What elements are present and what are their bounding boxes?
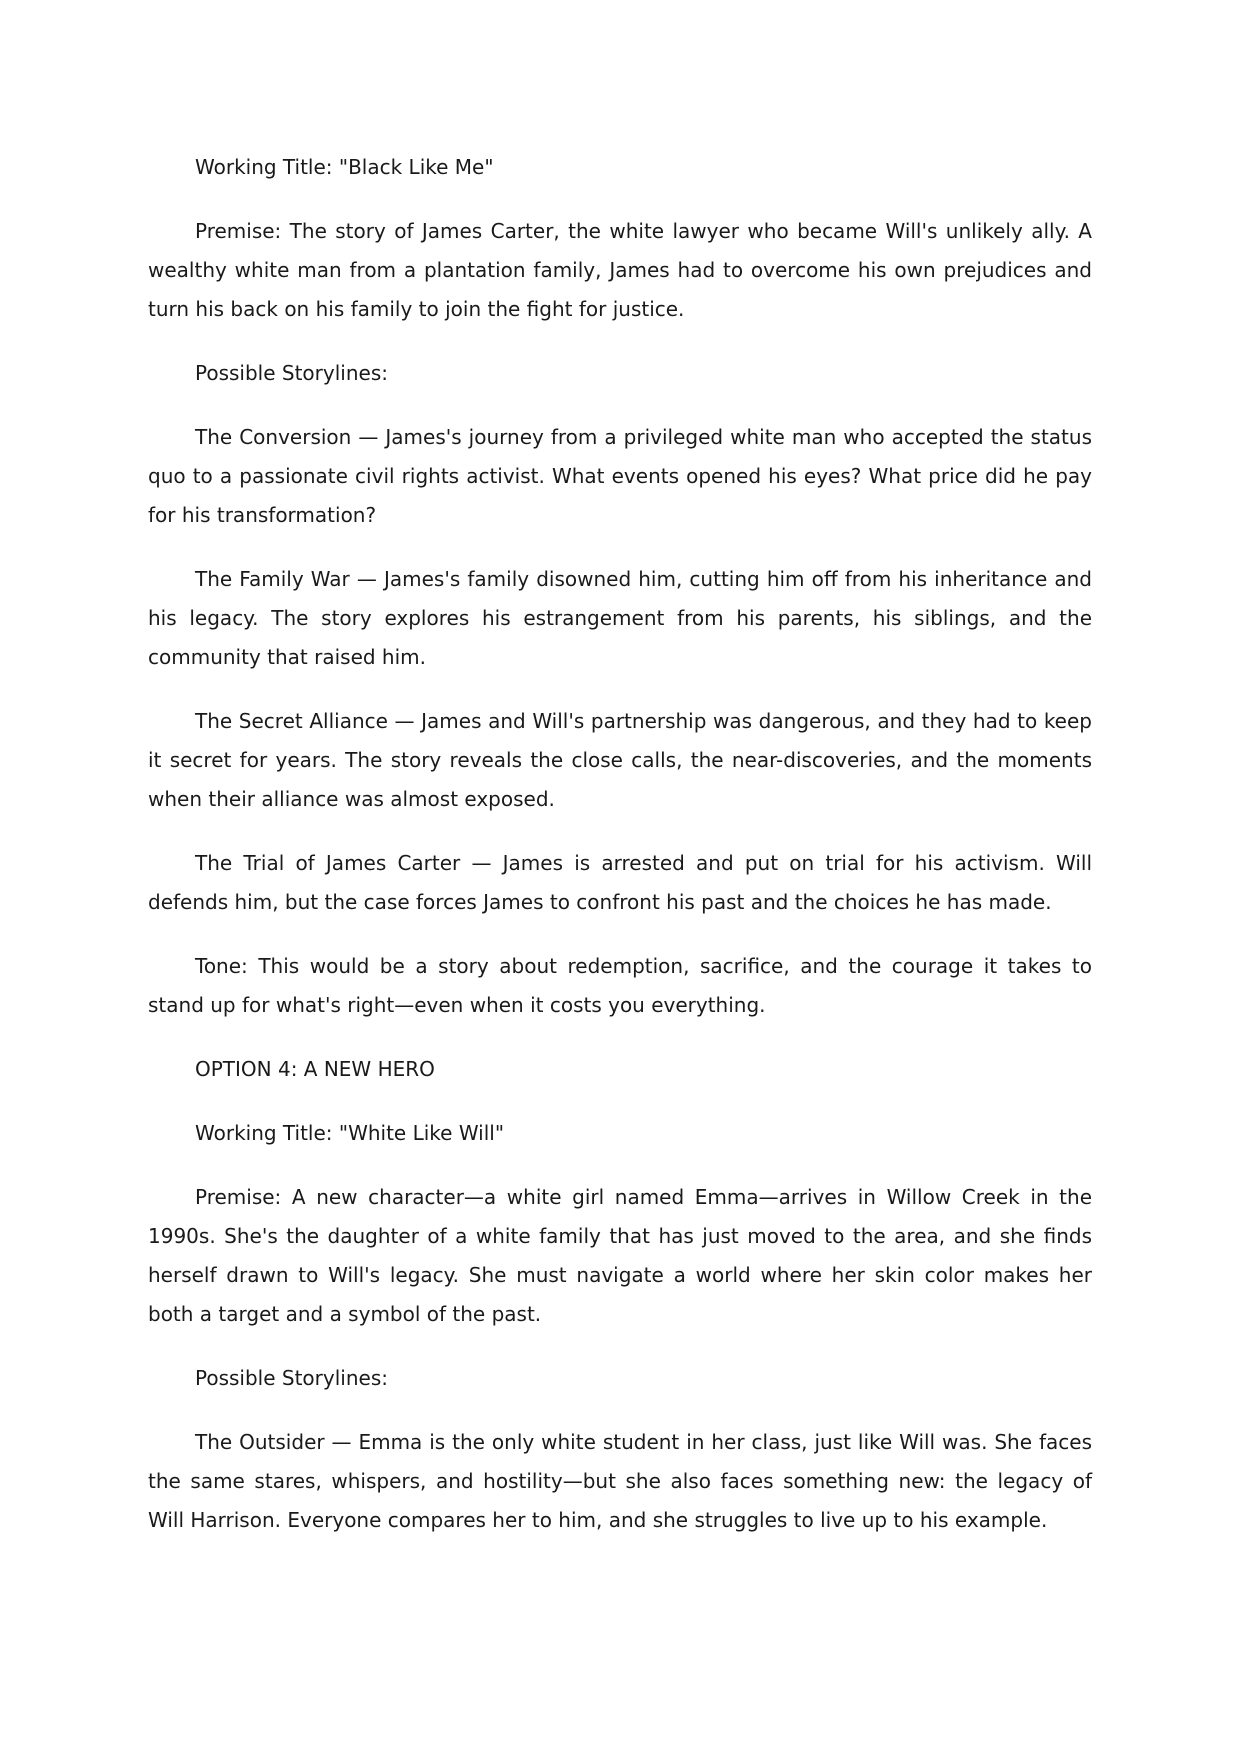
working-title-black-like-me: Working Title: "Black Like Me" [195, 155, 494, 179]
working-title-white-like-will: Working Title: "White Like Will" [195, 1121, 505, 1145]
premise-james-carter: Premise: The story of James Carter, the white lawyer who became Will's unlikely ally. A wealthy white man from a plantation family, James had to overcome his own prejudices and turn his back on his family to join the fight for justice. [148, 219, 1092, 321]
storyline-the-conversion: The Conversion — James's journey from a privileged white man who accepted the status quo to a passionate civil rights activist. What events opened his eyes? What price did he pay for his transformation? [148, 425, 1092, 527]
storyline-the-secret-alliance: The Secret Alliance — James and Will's partnership was dangerous, and they had to keep it secret for years. The story reveals the close calls, the near-discoveries, and the moments when their alliance was almost exposed. [148, 709, 1092, 811]
possible-storylines-heading: Possible Storylines: [195, 361, 388, 385]
storyline-the-outsider: The Outsider — Emma is the only white student in her class, just like Will was. She faces the same stares, whispers, and hostility—but she also faces something new: the legacy of Will Harrison. Everyone compares her to him, and she struggles to live up to his example. [148, 1430, 1092, 1532]
storyline-the-trial: The Trial of James Carter — James is arrested and put on trial for his activism. Will defends him, but the case forces James to confront his past and the choices he has made. [148, 851, 1092, 914]
option-4-heading: OPTION 4: A NEW HERO [195, 1057, 435, 1081]
document-page [148, 148, 1092, 1565]
possible-storylines-heading-2: Possible Storylines: [195, 1366, 388, 1390]
storyline-the-family-war: The Family War — James's family disowned him, cutting him off from his inheritance and his legacy. The story explores his estrangement from his parents, his siblings, and the community that raised him. [148, 567, 1092, 669]
tone-paragraph: Tone: This would be a story about redemption, sacrifice, and the courage it takes to stand up for what's right—even when it costs you everything. [148, 954, 1092, 1017]
premise-emma: Premise: A new character—a white girl named Emma—arrives in Willow Creek in the 1990s. She's the daughter of a white family that has just moved to the area, and she finds herself drawn to Will's legacy. She must navigate a world where her skin color makes her both a target and a symbol of the past. [148, 1185, 1092, 1326]
